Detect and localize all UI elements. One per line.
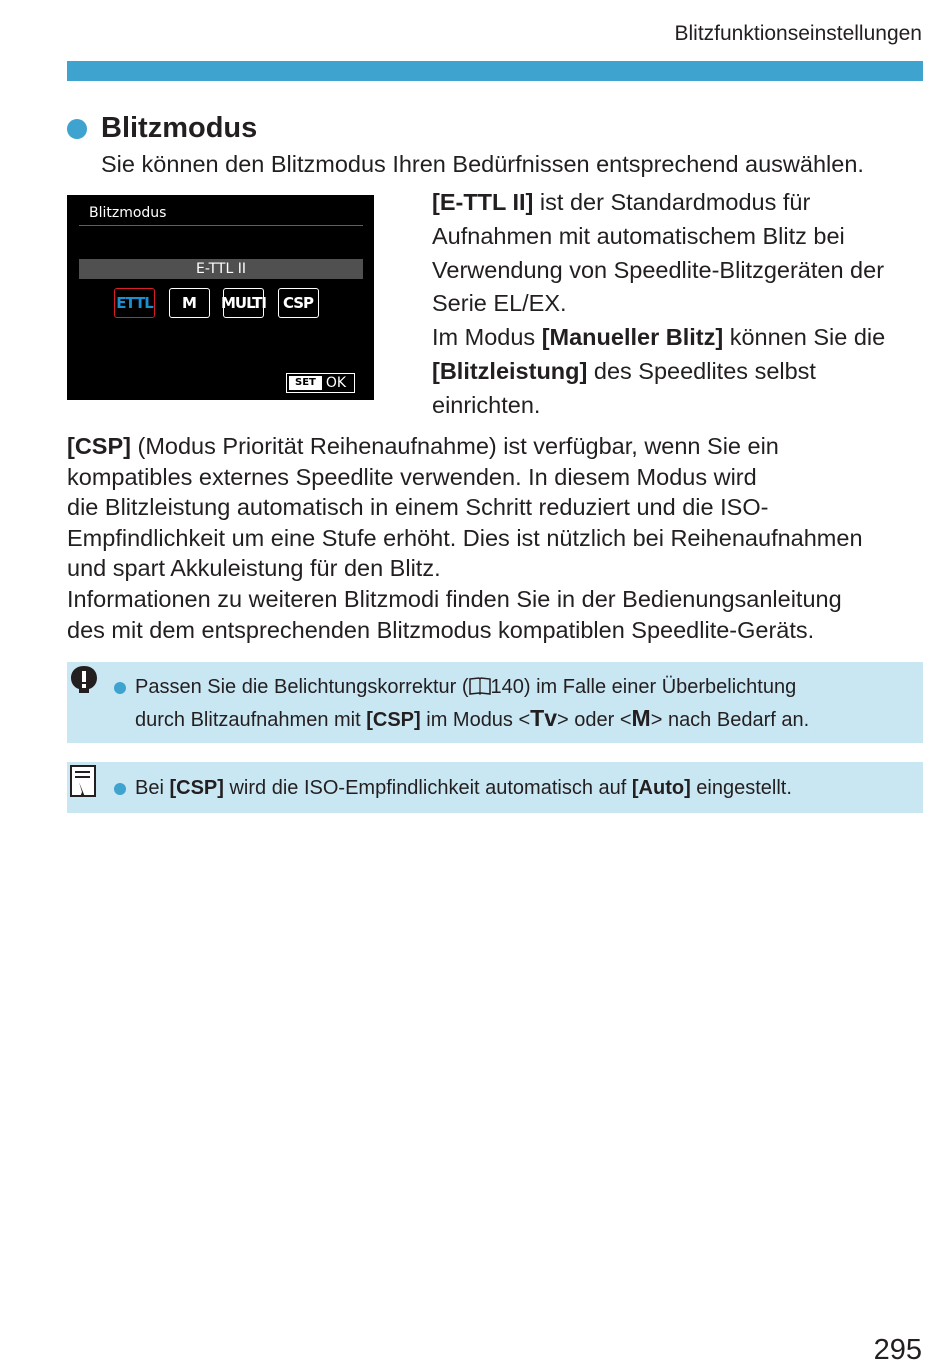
bullet-icon [114,783,126,795]
ok-label: OK [325,375,347,391]
caution-icon [69,664,99,696]
section-title: Blitzmodus [101,112,258,144]
book-icon [469,676,491,696]
memo-box [67,762,923,813]
bullet-icon [114,682,126,694]
mode-option-ettl[interactable]: ETTL [114,288,155,318]
caution-box [67,662,923,743]
camera-screen [67,195,374,400]
manual-paragraph: Im Modus [Manueller Blitz] können Sie die [Blitzleistung] des Speedlites selbst einrichten. [432,324,886,418]
set-ok-button[interactable] [286,373,355,393]
bullet-icon [67,119,87,139]
ettl-paragraph: [E-TTL II] ist der Standardmodus für Aufnahmen mit automatischem Blitz bei Verwendung von Speedlite-Blitzgeräten der Serie EL/EX. [432,189,885,317]
mode-option-csp[interactable]: CSP [278,288,319,318]
memo-icon [69,764,99,800]
tv-mode-icon: Tv [530,704,558,731]
caution-text: Passen Sie die Belichtungskorrektur ( 140) im Falle einer Überbelichtung durch Blitzaufnahmen mit [CSP] im Modus <Tv> oder <M> nach Bedarf an. [135,676,810,731]
page-number: 295 [873,1334,922,1366]
mode-option-m[interactable]: M [169,288,210,318]
memo-text: Bei [CSP] wird die ISO-Empfindlichkeit automatisch auf [Auto] eingestellt. [135,777,792,799]
side-text [432,186,927,423]
running-head: Blitzfunktionseinstellungen [674,22,922,45]
mode-options [114,288,332,318]
m-mode-icon: M [631,704,651,731]
selected-mode-label: E-TTL II [79,259,363,279]
set-label: SET [289,376,322,390]
csp-paragraph: [CSP] (Modus Priorität Reihenaufnahme) ist verfügbar, wenn Sie ein kompatibles externes Speedlite verwenden. In diesem Modus wird die Blitzleistung automatisch in einem Schritt reduziert und die ISO- Empfindlichkeit um eine Stufe erhöht. Dies ist nützlich bei Reihenaufnahmen und spart Akkuleistung für den Blitz. [67,433,863,582]
header-bar [67,61,923,81]
screen-divider [79,225,363,226]
body-text [67,431,937,645]
screen-title: Blitzmodus [89,205,167,221]
section-intro: Sie können den Blitzmodus Ihren Bedürfnissen entsprechend auswählen. [101,151,864,177]
info-paragraph: Informationen zu weiteren Blitzmodi finden Sie in der Bedienungsanleitung des mit dem entsprechenden Blitzmodus kompatiblen Speedlite-Geräts. [67,585,842,643]
section-heading [67,112,257,145]
mode-option-multi[interactable]: MULTI [223,288,264,318]
